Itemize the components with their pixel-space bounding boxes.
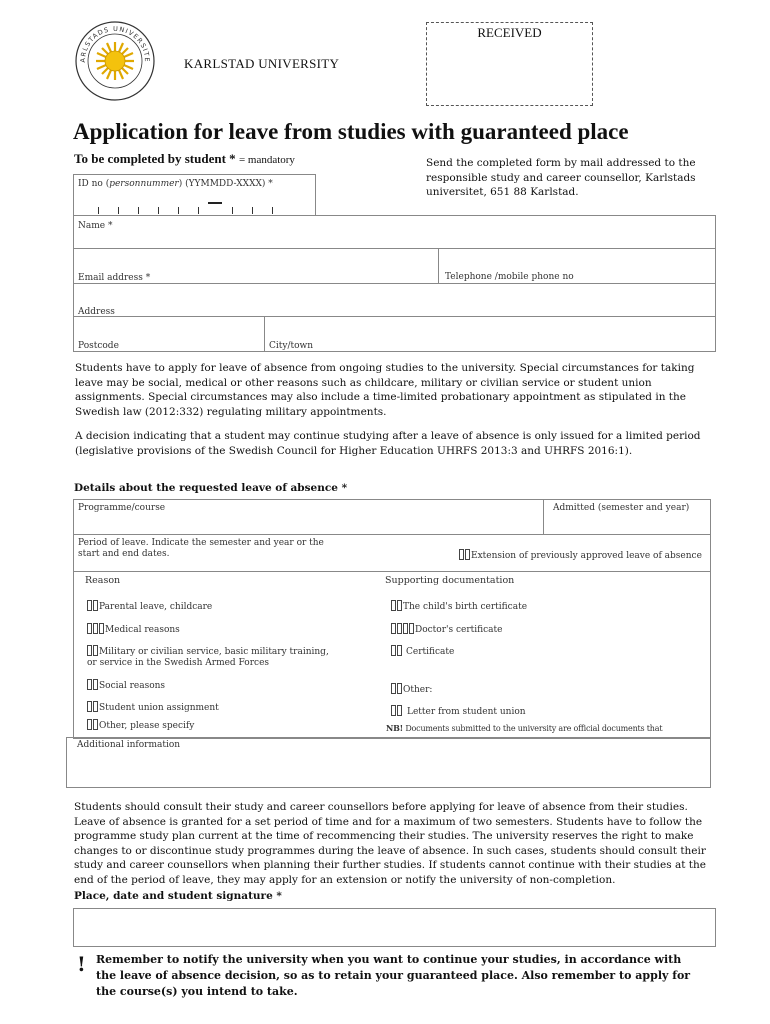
id-tick xyxy=(138,207,139,214)
nb-note xyxy=(386,723,662,733)
reason-medical[interactable]: Medical reasons xyxy=(87,623,180,635)
checkbox[interactable] xyxy=(397,600,402,611)
svg-text:KARLSTADS UNIVERSITET: ARLSTADS UNIVERSITE xyxy=(78,24,152,63)
checkbox[interactable] xyxy=(99,623,104,634)
doc-union-letter[interactable]: Letter from student union xyxy=(391,705,526,717)
period-divider xyxy=(73,571,711,572)
city-field[interactable] xyxy=(264,316,716,352)
checkbox[interactable] xyxy=(93,645,98,656)
checkbox[interactable] xyxy=(391,683,396,694)
extension-checkbox[interactable] xyxy=(465,549,470,560)
email-label: Email address * xyxy=(78,273,151,283)
period-label-line2: start and end dates. xyxy=(78,549,170,559)
student-heading-text: To be completed by student * xyxy=(74,151,236,166)
reason-military[interactable]: Military or civilian service, basic military training, xyxy=(87,645,329,657)
id-tick xyxy=(118,207,119,214)
extension-label: Extension of previously approved leave of absence xyxy=(471,551,702,561)
checkbox[interactable] xyxy=(397,623,402,634)
additional-info-field[interactable] xyxy=(66,737,711,788)
reason-military-line2: or service in the Swedish Armed Forces xyxy=(87,658,270,668)
checkbox[interactable] xyxy=(391,705,396,716)
university-seal-logo xyxy=(71,20,159,102)
extension-checkbox[interactable] xyxy=(459,549,464,560)
checkbox[interactable] xyxy=(87,719,92,730)
id-tick xyxy=(232,207,233,214)
page-title: Application for leave from studies with guaranteed place xyxy=(73,119,629,144)
received-label: RECEIVED xyxy=(477,25,542,40)
reason-social[interactable]: Social reasons xyxy=(87,679,165,691)
received-stamp-box xyxy=(426,22,593,106)
checkbox[interactable] xyxy=(397,705,402,716)
phone-field[interactable] xyxy=(438,248,716,284)
intro-paragraph-1: Students have to apply for leave of absence from ongoing studies to the university. Special circumstances for taking leave may be social, medical or other reasons such as childcare, military or civilian service or student union assignments. Special circumstances may also include a time-limited probationary appointment as stipulated in the Swedish law (2012:332) regulating military appointments. xyxy=(75,362,695,418)
checkbox[interactable] xyxy=(397,683,402,694)
phone-label: Telephone /mobile phone no xyxy=(445,272,574,282)
additional-info-label: Additional information xyxy=(77,740,181,750)
id-tick xyxy=(252,207,253,214)
details-heading: Details about the requested leave of absence * xyxy=(74,482,348,494)
checkbox[interactable] xyxy=(87,623,92,634)
doc-certificate[interactable]: Certificate xyxy=(391,645,454,657)
checkbox[interactable] xyxy=(87,701,92,712)
reason-student-union[interactable]: Student union assignment xyxy=(87,701,219,713)
checkbox[interactable] xyxy=(391,623,396,634)
send-instructions: Send the completed form by mail addressed to the responsible study and career counsellor, Karlstads universitet, 651 88 Karlstad. xyxy=(426,157,696,198)
id-number-label: ID no (personnummer) (YYMMDD-XXXX) * xyxy=(78,179,273,189)
checkbox[interactable] xyxy=(391,645,396,656)
name-field[interactable] xyxy=(73,215,716,249)
postcode-field[interactable] xyxy=(73,316,265,352)
checkbox[interactable] xyxy=(391,600,396,611)
postcode-label: Postcode xyxy=(78,341,119,351)
checkbox[interactable] xyxy=(403,623,408,634)
consult-paragraph: Students should consult their study and career counsellors before applying for leave of absence from their studies. Leave of absence is granted for a set period of time and for a maximum of two semesters. Students have to follow the programme study plan current at the time of recommencing their studies. The university reserves the right to make changes to or discontinue study programmes during the leave of absence. In such cases, students should consult their study and career counsellors when planning their further studies. If students cannot continue with their studies at the end of the period of leave, they may apply for an extension or notify the university of non-completion. xyxy=(74,801,706,886)
checkbox[interactable] xyxy=(93,679,98,690)
checkbox[interactable] xyxy=(87,600,92,611)
reminder-text: Remember to notify the university when you want to continue your studies, in accordance with the leave of absence decision, so as to retain your guaranteed place. Also remember to apply for the course(s) you intend to take. xyxy=(96,953,691,998)
admitted-field[interactable] xyxy=(543,499,711,535)
nb-bold: NB! xyxy=(386,723,403,733)
id-tick xyxy=(198,207,199,214)
doc-birth-certificate[interactable]: The child's birth certificate xyxy=(391,600,527,612)
checkbox[interactable] xyxy=(93,701,98,712)
signature-field[interactable] xyxy=(73,908,716,947)
nb-text: Documents submitted to the university are official documents that xyxy=(405,724,663,733)
name-label: Name * xyxy=(78,221,113,231)
checkbox[interactable] xyxy=(87,679,92,690)
checkbox[interactable] xyxy=(93,600,98,611)
email-field[interactable] xyxy=(73,248,439,284)
id-tick xyxy=(98,207,99,214)
checkbox[interactable] xyxy=(409,623,414,634)
admitted-label: Admitted (semester and year) xyxy=(553,503,690,513)
address-field[interactable] xyxy=(73,283,716,317)
programme-field[interactable] xyxy=(73,499,544,535)
id-number-field[interactable] xyxy=(73,174,316,216)
docs-heading: Supporting documentation xyxy=(385,575,515,586)
id-tick xyxy=(272,207,273,214)
extension-option[interactable] xyxy=(459,549,702,561)
id-tick xyxy=(158,207,159,214)
id-tick xyxy=(178,207,179,214)
doc-doctors-certificate[interactable]: Doctor's certificate xyxy=(391,623,502,635)
id-label-italic: personnummer xyxy=(109,179,179,189)
university-name: KARLSTAD UNIVERSITY xyxy=(184,56,340,71)
checkbox[interactable] xyxy=(93,623,98,634)
exclamation-icon: ! xyxy=(77,952,86,976)
student-section-heading xyxy=(74,151,295,167)
doc-other[interactable]: Other: xyxy=(391,683,432,695)
reason-heading: Reason xyxy=(85,575,121,586)
mandatory-note: = mandatory xyxy=(238,154,295,166)
checkbox[interactable] xyxy=(93,719,98,730)
signature-label: Place, date and student signature * xyxy=(74,890,282,902)
address-label: Address xyxy=(78,307,115,317)
checkbox[interactable] xyxy=(397,645,402,656)
reason-parental[interactable]: Parental leave, childcare xyxy=(87,600,212,612)
reason-other[interactable]: Other, please specify xyxy=(87,719,194,731)
programme-label: Programme/course xyxy=(78,503,166,513)
intro-paragraph-2: A decision indicating that a student may continue studying after a leave of absence is only issued for a limited period (legislative provisions of the Swedish Council for Higher Education UHRFS 2013:3 and UHRFS 2016:1). xyxy=(75,430,701,457)
checkbox[interactable] xyxy=(87,645,92,656)
city-label: City/town xyxy=(269,341,314,351)
id-dash xyxy=(208,202,222,204)
period-label-line1: Period of leave. Indicate the semester and year or the xyxy=(78,538,324,548)
